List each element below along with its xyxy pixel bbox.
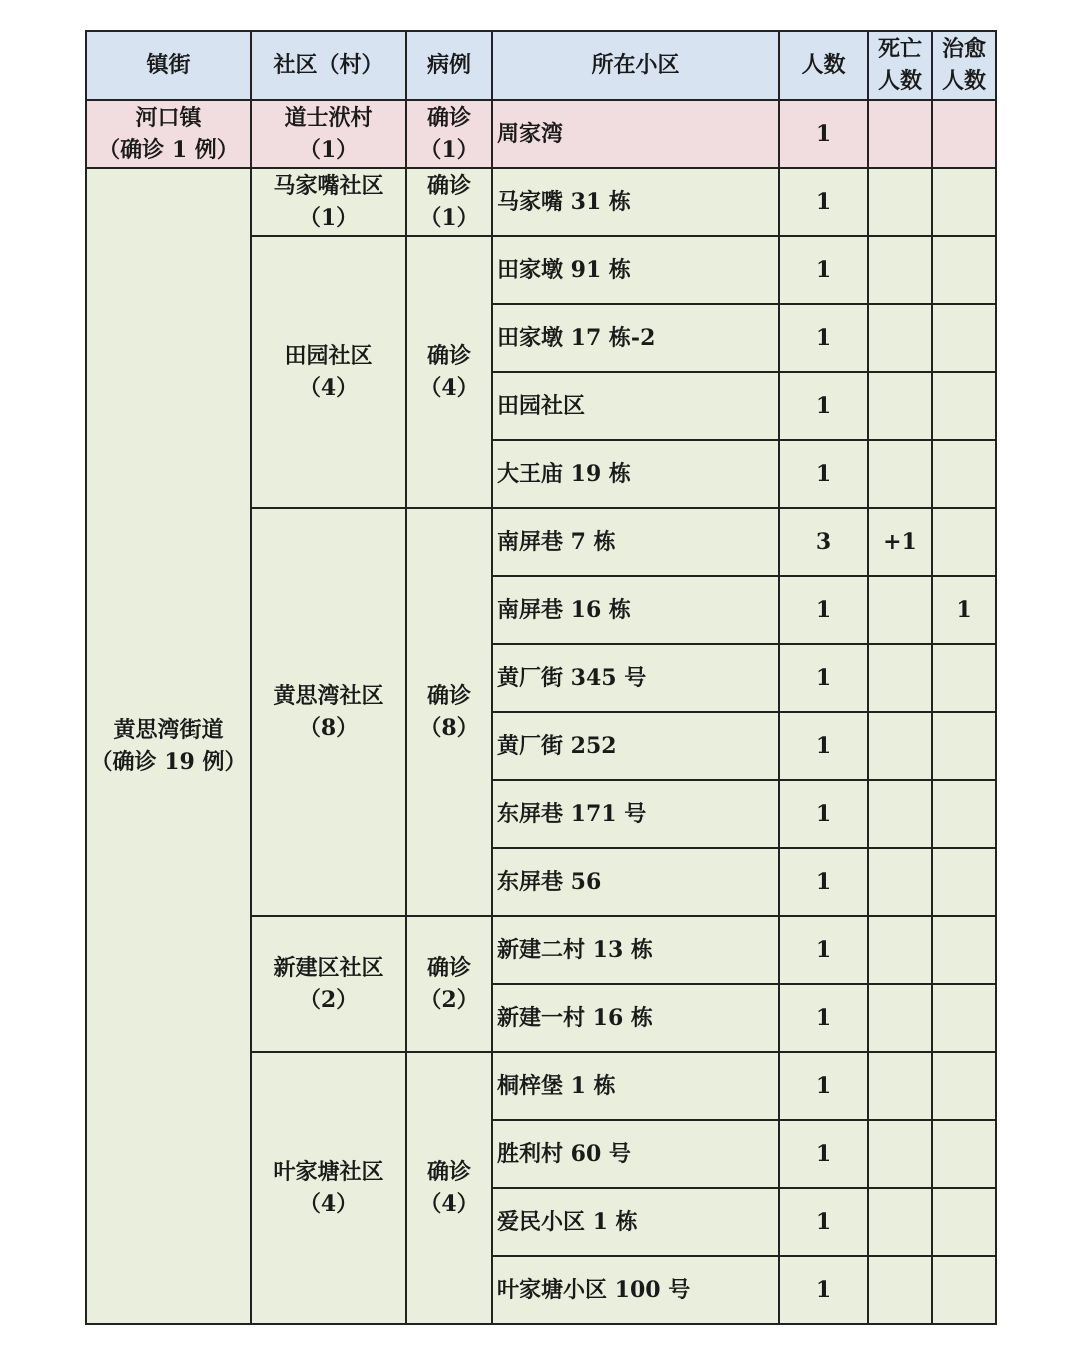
- case-type-cell: [406, 1052, 492, 1324]
- case-count: （1）: [419, 205, 479, 231]
- death-cell: [868, 1188, 932, 1256]
- community-name: 田园社区: [284, 343, 373, 369]
- death-cell: [868, 440, 932, 508]
- community-count: （2）: [298, 987, 359, 1013]
- community-cell: [251, 1052, 406, 1324]
- cured-cell: [932, 304, 996, 372]
- town-name: 河口镇: [135, 105, 202, 131]
- cured-cell: [932, 916, 996, 984]
- cured-cell: [932, 848, 996, 916]
- community-count: （1）: [298, 205, 359, 231]
- death-cell: [868, 1120, 932, 1188]
- count-cell: 3: [779, 508, 868, 576]
- case-table: [85, 30, 997, 1325]
- community-name: 马家嘴社区: [273, 173, 384, 199]
- cured-cell: [932, 984, 996, 1052]
- town-name: 黄思湾街道: [113, 717, 224, 743]
- case-type: 确诊: [426, 173, 471, 199]
- death-cell: [868, 1256, 932, 1324]
- community-name: 叶家塘社区: [273, 1159, 384, 1185]
- header-town: 镇街: [86, 31, 251, 100]
- location-cell: 爱民小区 1 栋: [492, 1188, 779, 1256]
- cured-cell: [932, 1052, 996, 1120]
- location-cell: 东屏巷 56: [492, 848, 779, 916]
- death-cell: +1: [868, 508, 932, 576]
- header-location: 所在小区: [492, 31, 779, 100]
- count-cell: 1: [779, 576, 868, 644]
- community-cell: [251, 508, 406, 916]
- header-cured-line1: 治愈: [941, 36, 986, 62]
- header-cured: [932, 31, 996, 100]
- case-type-cell: [406, 916, 492, 1052]
- location-cell: 南屏巷 7 栋: [492, 508, 779, 576]
- location-cell: 田园社区: [492, 372, 779, 440]
- death-cell: [868, 984, 932, 1052]
- count-cell: 1: [779, 1256, 868, 1324]
- death-cell: [868, 780, 932, 848]
- community-name: 新建区社区: [273, 955, 384, 981]
- community-cell: [251, 100, 406, 168]
- location-cell: 叶家塘小区 100 号: [492, 1256, 779, 1324]
- count-cell: 1: [779, 100, 868, 168]
- location-cell: 新建一村 16 栋: [492, 984, 779, 1052]
- count-cell: 1: [779, 1120, 868, 1188]
- death-cell: [868, 236, 932, 304]
- location-cell: 黄厂街 345 号: [492, 644, 779, 712]
- death-cell: [868, 712, 932, 780]
- count-cell: 1: [779, 916, 868, 984]
- cured-cell: [932, 372, 996, 440]
- header-cured-line2: 人数: [941, 68, 986, 94]
- location-cell: 南屏巷 16 栋: [492, 576, 779, 644]
- count-cell: 1: [779, 1052, 868, 1120]
- cured-cell: [932, 168, 996, 236]
- community-count: （1）: [298, 137, 359, 163]
- location-cell: 马家嘴 31 栋: [492, 168, 779, 236]
- cured-cell: [932, 508, 996, 576]
- location-cell: 桐梓堡 1 栋: [492, 1052, 779, 1120]
- community-name: 道士洑村: [284, 105, 373, 131]
- cured-cell: [932, 1120, 996, 1188]
- count-cell: 1: [779, 440, 868, 508]
- location-cell: 大王庙 19 栋: [492, 440, 779, 508]
- death-cell: [868, 916, 932, 984]
- count-cell: 1: [779, 168, 868, 236]
- header-row: [86, 31, 996, 100]
- header-count: 人数: [779, 31, 868, 100]
- case-count: （4）: [419, 1191, 479, 1217]
- count-cell: 1: [779, 712, 868, 780]
- community-cell: [251, 916, 406, 1052]
- death-cell: [868, 576, 932, 644]
- death-cell: [868, 848, 932, 916]
- case-type-cell: [406, 236, 492, 508]
- case-type: 确诊: [426, 343, 471, 369]
- location-cell: 胜利村 60 号: [492, 1120, 779, 1188]
- case-type: 确诊: [426, 105, 471, 131]
- location-cell: 黄厂街 252: [492, 712, 779, 780]
- case-type: 确诊: [426, 683, 471, 709]
- location-cell: 周家湾: [492, 100, 779, 168]
- death-cell: [868, 304, 932, 372]
- community-cell: [251, 236, 406, 508]
- count-cell: 1: [779, 372, 868, 440]
- count-cell: 1: [779, 644, 868, 712]
- header-death: [868, 31, 932, 100]
- community-cell: [251, 168, 406, 236]
- town-summary: （确诊 1 例）: [98, 137, 239, 163]
- case-type-cell: [406, 168, 492, 236]
- cured-cell: [932, 236, 996, 304]
- town-summary: （确诊 19 例）: [90, 749, 247, 775]
- cured-cell: [932, 1256, 996, 1324]
- header-death-line2: 人数: [877, 68, 922, 94]
- town-cell: [86, 168, 251, 1324]
- count-cell: 1: [779, 984, 868, 1052]
- cured-cell: [932, 644, 996, 712]
- count-cell: 1: [779, 780, 868, 848]
- community-name: 黄思湾社区: [273, 683, 384, 709]
- header-case-type: 病例: [406, 31, 492, 100]
- table-row: [86, 100, 996, 168]
- death-cell: [868, 168, 932, 236]
- cured-cell: [932, 1188, 996, 1256]
- death-cell: [868, 644, 932, 712]
- case-count: （1）: [419, 137, 479, 163]
- case-type: 确诊: [426, 955, 471, 981]
- location-cell: 田家墩 91 栋: [492, 236, 779, 304]
- location-cell: 田家墩 17 栋-2: [492, 304, 779, 372]
- header-death-line1: 死亡: [877, 36, 922, 62]
- cured-cell: [932, 100, 996, 168]
- case-count: （2）: [419, 987, 479, 1013]
- cured-cell: [932, 780, 996, 848]
- cured-cell: [932, 440, 996, 508]
- table-row: [86, 168, 996, 236]
- count-cell: 1: [779, 236, 868, 304]
- death-cell: [868, 372, 932, 440]
- community-count: （4）: [298, 1191, 359, 1217]
- case-type-cell: [406, 100, 492, 168]
- death-cell: [868, 100, 932, 168]
- location-cell: 新建二村 13 栋: [492, 916, 779, 984]
- case-count: （4）: [419, 375, 479, 401]
- death-cell: [868, 1052, 932, 1120]
- count-cell: 1: [779, 848, 868, 916]
- case-type: 确诊: [426, 1159, 471, 1185]
- case-type-cell: [406, 508, 492, 916]
- cured-cell: 1: [932, 576, 996, 644]
- count-cell: 1: [779, 1188, 868, 1256]
- header-community: 社区（村）: [251, 31, 406, 100]
- town-cell: [86, 100, 251, 168]
- community-count: （4）: [298, 375, 359, 401]
- case-count: （8）: [419, 715, 479, 741]
- cured-cell: [932, 712, 996, 780]
- location-cell: 东屏巷 171 号: [492, 780, 779, 848]
- count-cell: 1: [779, 304, 868, 372]
- community-count: （8）: [298, 715, 359, 741]
